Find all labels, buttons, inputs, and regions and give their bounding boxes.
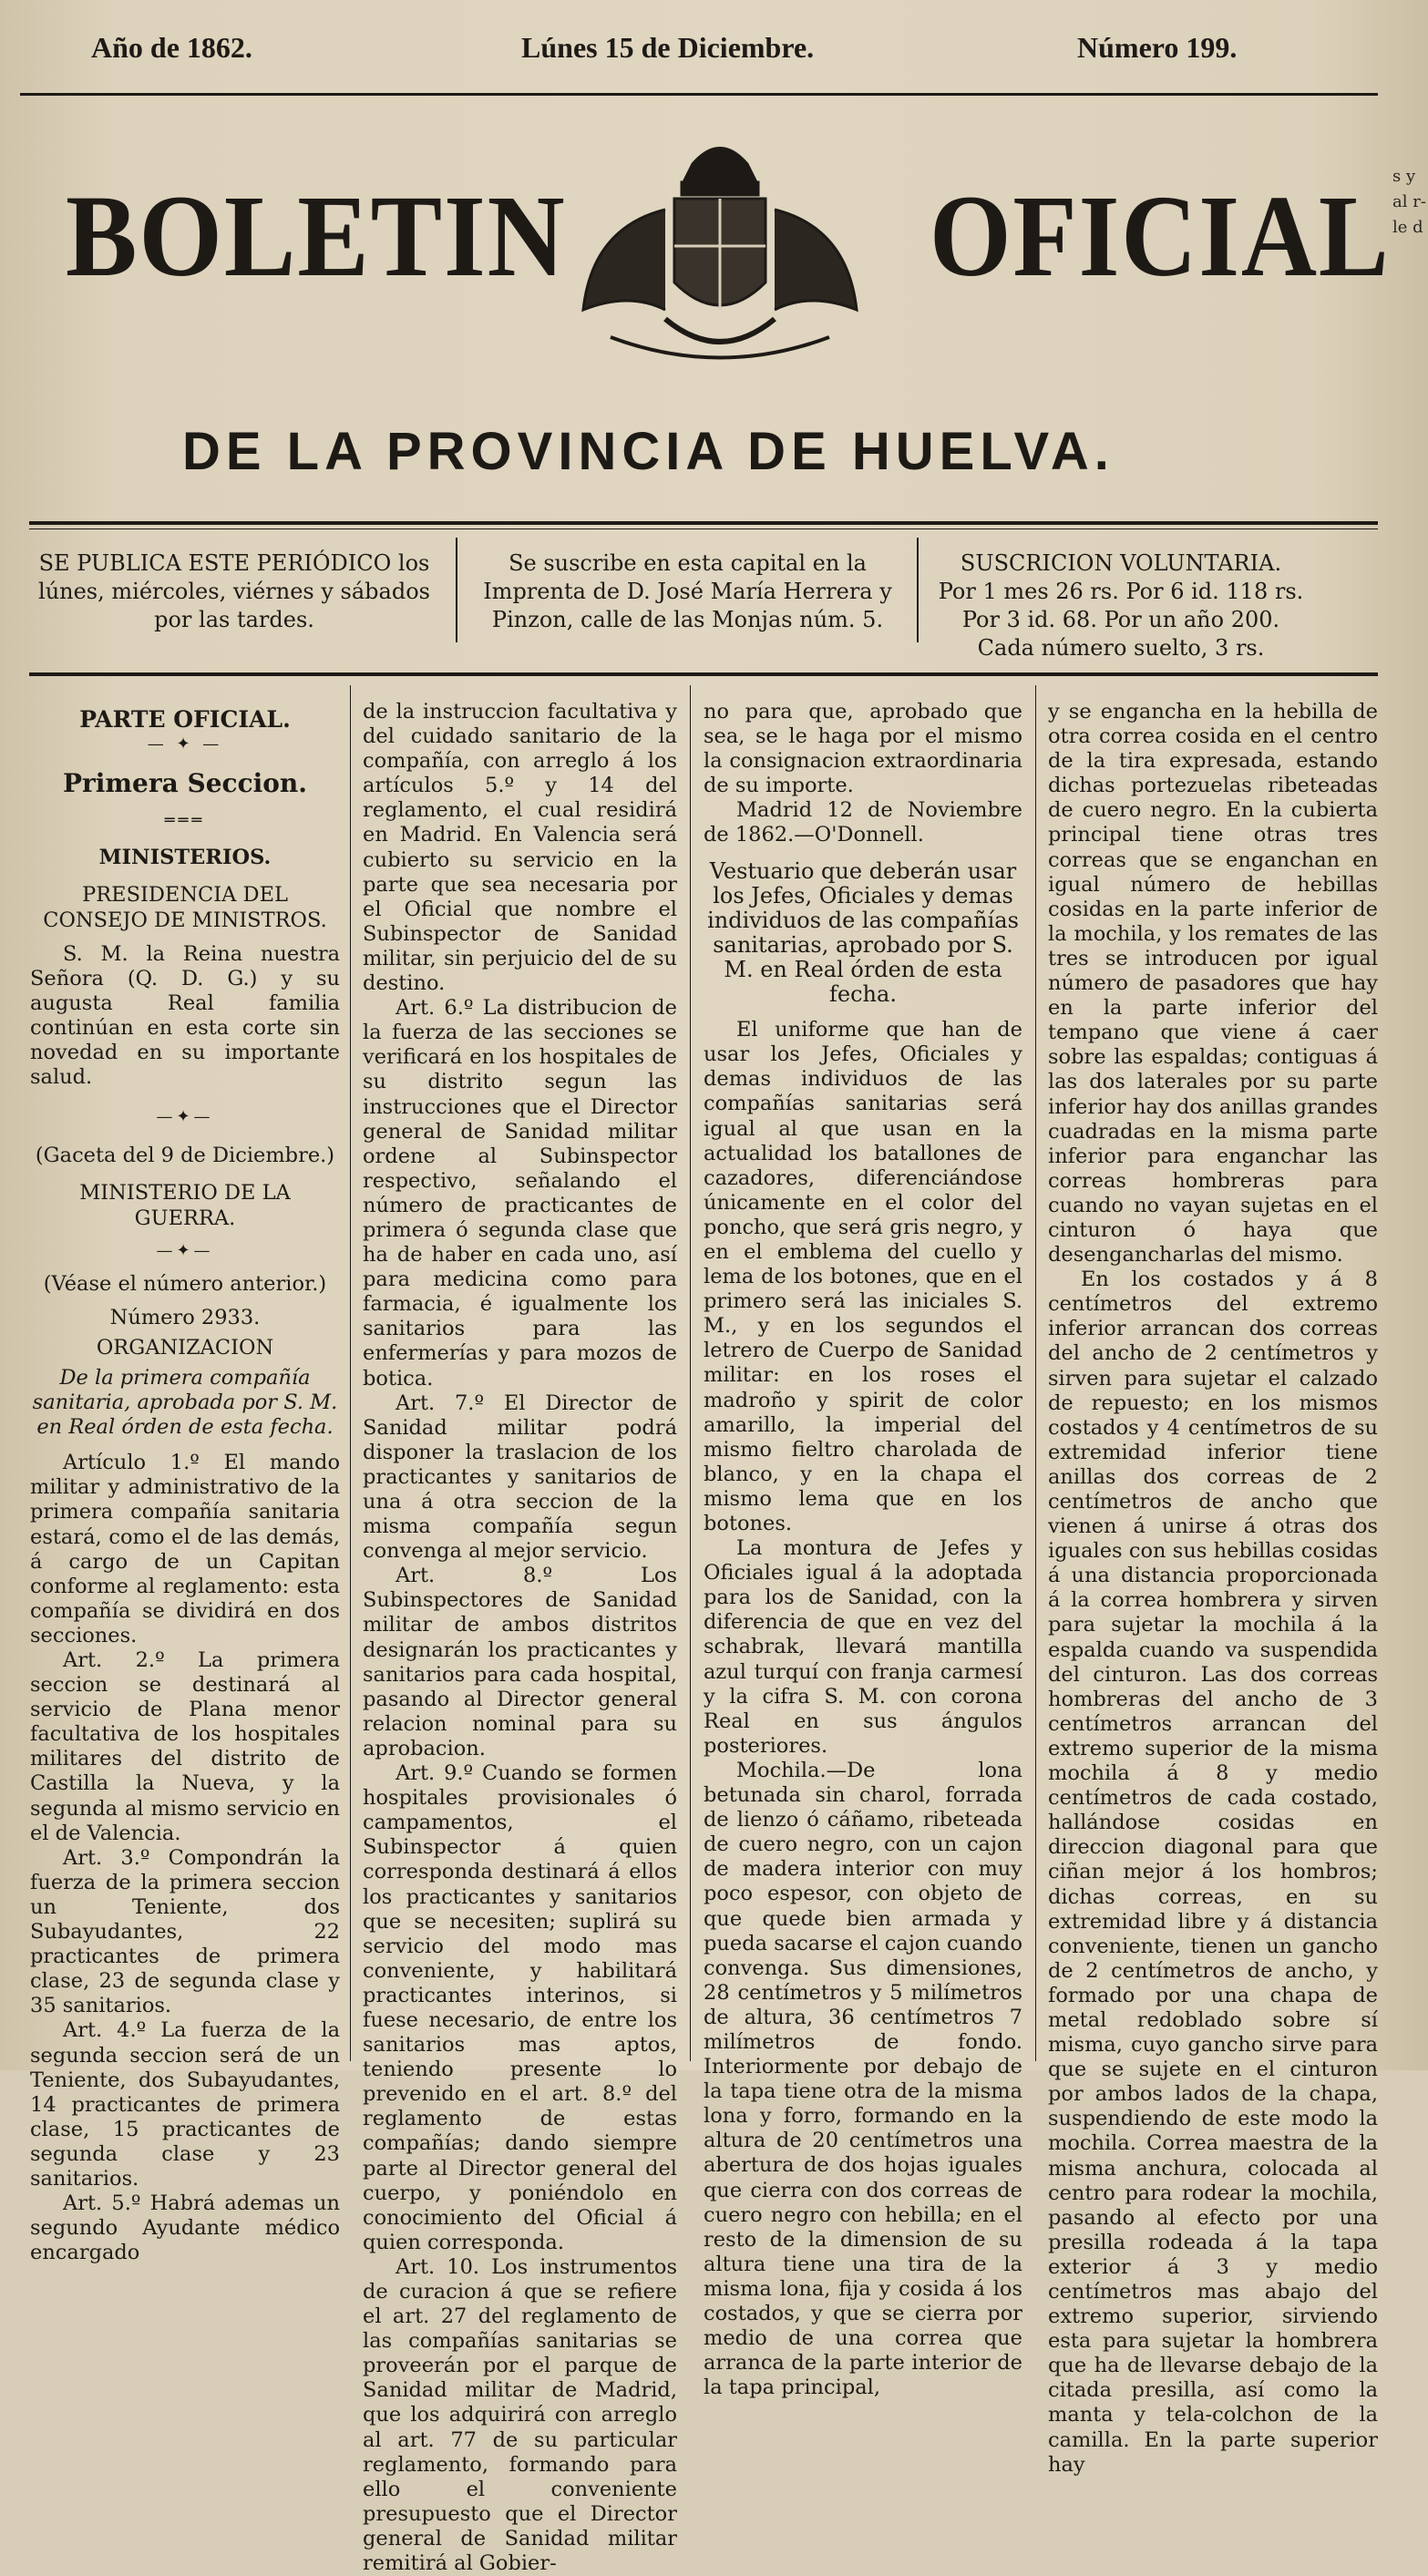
- article-9: Art. 9.º Cuando se formen hospitales provisionales ó campamentos, el Subinspector á quien corresponda destinará á ellos los practicantes y sanitarios que se necesiten; suplirá su servicio del modo mas conveniente, y habilitará practicantes interinos, si fuese necesario, de entre los sanitarios mas aptos, teniendo presente lo prevenido en el art. 8.º del reglamento de estas compañías; dando siempre parte al Director general del cuerpo, y poniéndolo en conocimiento del Oficial á quien corresponda.: [363, 1761, 677, 2254]
- ornament: —✦—: [156, 1107, 214, 1127]
- ministry-heading: MINISTERIO DE LA GUERRA.: [79, 1181, 291, 1230]
- rate-line-3: Cada número suelto, 3 rs.: [977, 635, 1265, 661]
- ornament: ═══: [164, 811, 206, 831]
- header-rule: [20, 93, 1378, 96]
- paragraph: Mochila.—De lona betunada sin charol, forrada de lienzo ó cáñamo, ribeteada de cuero negro, con un cajon de madera interior con muy poco espesor, con objeto de que quede bien armada y pueda sacarse el cajon cuando convenga. Sus dimensiones, 28 centímetros y 5 milímetros de altura, 36 centímetros 7 milímetros de fondo. Interiormente por debajo de la tapa tiene otra de la misma lona y forro, formando en la altura de 20 centímetros una abertura de dos hojas iguales que cierra con dos correas de cuero negro con hebilla; en el resto de la dimension de su altura tiene una tira de la misma lona, fija y cosida á los costados, y que se cierra por medio de una correa que arranca de la parte interior de la tapa principal,: [704, 1758, 1022, 2400]
- publication-schedule: SE PUBLICA ESTE PERIÓDICO los lúnes, miércoles, viérnes y sábados por las tardes.: [38, 550, 430, 632]
- rates-title: SUSCRICION VOLUNTARIA.: [960, 550, 1282, 576]
- article-1: Artículo 1.º El mando militar y administrativo de la primera compañía sanitaria estará, como el de las demás, á cargo de un Capitan conforme al reglamento: esta compañía se dividirá en dos secciones.: [30, 1451, 340, 1647]
- uniform-heading: Vestuario que deberán usar los Jefes, Oficiales y demas individuos de las compañías sanitarias, aprobado por S. M. en Real órden de esta fecha.: [707, 857, 1019, 1008]
- article-2: Art. 2.º La primera seccion se destinará al servicio de Plana menor facultativa de los hospitales militares del distrito de Castilla la Nueva, y la segunda al mismo servicio en el de Valencia.: [30, 1648, 340, 1845]
- signature-line: Madrid 12 de Noviembre de 1862.—O'Donnell.: [704, 798, 1022, 847]
- ministries-heading: MINISTERIOS.: [98, 846, 272, 870]
- column-divider: [350, 685, 351, 2061]
- issue-year: Año de 1862.: [91, 31, 252, 64]
- column-4: [1048, 700, 1378, 2478]
- masthead-title-left: BOLETIN: [66, 171, 567, 301]
- article-10: Art. 10. Los instrumentos de curacion á que se refiere el art. 27 del reglamento de las compañías sanitarias se proveerán por el parque de Sanidad militar de Madrid, que los adquirirá con arreglo al art. 77 de su particular reglamento, formando para ello el conveniente presupuesto que el Director general de Sanidad militar remitirá al Gobier-: [363, 2254, 677, 2576]
- section-heading: PARTE OFICIAL.: [79, 706, 291, 733]
- organization-subtitle: De la primera compañía sanitaria, aprobada por S. M. en Real órden de esta fecha.: [32, 1365, 338, 1440]
- column-divider: [690, 685, 691, 2061]
- issue-date: Lúnes 15 de Diciembre.: [521, 31, 815, 64]
- margin-note: s y al r- le d: [1392, 167, 1426, 237]
- paragraph: La montura de Jefes y Oficiales igual á la adoptada para los de Sanidad, con la diferencia de que en vez del schabrak, llevará mantilla azul turquí con franja carmesí y la cifra S. M. con corona Real en sus ángulos posteriores.: [704, 1536, 1022, 1758]
- info-divider-1: [456, 538, 457, 642]
- paragraph: El uniforme que han de usar los Jefes, Oficiales y demas individuos de las compañías sanitarias será igual al que usan en la actualidad los batallones de cazadores, diferenciándose únicamente en el color del poncho, que será gris negro, y en el emblema del cuello y lema de los botones, que en el primero será las iniciales S. M., y en los segundos el letrero de Cuerpo de Sanidad militar: en los roses el madroño y spirit de color amarillo, la imperial del mismo fieltro charolada de blanco, y en la chapa el mismo lema que en los botones.: [704, 1018, 1022, 1535]
- article-7: Art. 7.º El Director de Sanidad militar podrá disponer la traslacion de los practicantes y sanitarios de una á otra seccion de la misma compañía segun convenga al mejor servicio.: [363, 1391, 677, 1564]
- number-ref: Número 2933.: [109, 1305, 261, 1329]
- info-divider-2: [917, 538, 919, 642]
- issue-number: Número 199.: [1077, 31, 1238, 64]
- info-bottom-rule: [29, 672, 1378, 676]
- paragraph: no para que, aprobado que sea, se le haga por el mismo la consignacion extraordinaria de su importe.: [704, 700, 1022, 798]
- header-row: [91, 31, 1267, 71]
- rate-line-2: Por 3 id. 68. Por un año 200.: [961, 607, 1280, 632]
- article-4: Art. 4.º La fuerza de la segunda seccion será de un Teniente, dos Subayudantes, 14 practicantes de primera clase, 15 practicantes de segunda clase y 23 sanitarios.: [30, 2018, 340, 2191]
- subscription-rates: [925, 549, 1317, 662]
- article-8: Art. 8.º Los Subinspectores de Sanidad militar de ambos distritos designarán los practicantes y sanitarios para cada hospital, pasando al Director general relacion nominal para su aprobacion.: [363, 1564, 677, 1760]
- organization-heading: ORGANIZACION: [96, 1335, 274, 1360]
- column-divider: [1035, 685, 1036, 2061]
- subsection-heading: Primera Seccion.: [62, 768, 308, 799]
- rate-line-1: Por 1 mes 26 rs. Por 6 id. 118 rs.: [938, 579, 1304, 604]
- paragraph: de la instruccion facultativa y del cuidado sanitario de la compañía, con arreglo á los artículos 5.º y 14 del reglamento, el cual residirá en Madrid. En Valencia será cubierto su servicio en la parte que sea necesaria por el Oficial que nombre el Subinspector de Sanidad militar, sin perjuicio del de su destino.: [363, 700, 677, 996]
- paragraph: y se engancha en la hebilla de otra correa cosida en el centro de la tira expresada, estando dichas portezuelas ribeteadas de cuero negro. En la cubierta principal tiene otras tres correas que se enganchan en igual número de hebillas cosidas en la parte inferior de la mochila, y los remates de las tres se introducen por igual número de pasadores que hay en la parte inferior del tempano que viene á caer sobre las espaldas; contiguas á las dos laterales por su parte inferior hay dos anillas grandes cuadradas en la misma parte inferior para enganchar las correas hombreras para cuando no vayan sujetas en el cinturon ó haya que desengancharlas del mismo.: [1048, 700, 1378, 1267]
- subscription-place: Se suscribe en esta capital en la Imprenta de D. José María Herrera y Pinzon, calle de las Monjas núm. 5.: [483, 550, 892, 632]
- masthead-subtitle: DE LA PROVINCIA DE HUELVA.: [182, 422, 1115, 481]
- ornament: — ✦ —: [147, 734, 223, 754]
- masthead-title-right: OFICIAL: [930, 171, 1391, 301]
- article-3: Art. 3.º Compondrán la fuerza de la primera seccion un Teniente, dos Subayudantes, 22 practicantes de primera clase, 23 de segunda clase y 35 sanitarios.: [30, 1845, 340, 2018]
- presidency-heading: PRESIDENCIA DEL CONSEJO DE MINISTROS.: [43, 883, 327, 932]
- paragraph: S. M. la Reina nuestra Señora (Q. D. G.) y su augusta Real familia continúan en esta corte sin novedad en su importante salud.: [30, 941, 340, 1090]
- column-2: [363, 700, 677, 2576]
- see-previous: (Véase el número anterior.): [43, 1271, 327, 1296]
- article-5: Art. 5.º Habrá ademas un segundo Ayudante médico encargado: [30, 2191, 340, 2265]
- royal-crest-icon: [556, 128, 884, 378]
- gazette-ref: (Gaceta del 9 de Diciembre.): [35, 1144, 335, 1168]
- info-top-rule: [29, 521, 1378, 525]
- column-3: [704, 700, 1022, 2400]
- article-6: Art. 6.º La distribucion de la fuerza de las secciones se verificará en los hospitales de su distrito segun las instrucciones que el Director general de Sanidad militar ordene al Subinspector respectivo, señalando el número de practicantes de primera ó segunda clase que ha de haber en cada uno, así para medicina como para farmacia, é igualmente los sanitarios para las enfermerías y para mozos de botica.: [363, 996, 677, 1391]
- ornament: —✦—: [156, 1240, 214, 1260]
- paragraph: En los costados y á 8 centímetros del extremo inferior arrancan dos correas del ancho de 2 centímetros y sirven para sujetar el calzado de repuesto; en los mismos costados y 4 centímetros de su extremidad inferior tiene anillas dos correas de 2 centímetros de ancho que vienen á unirse á otras dos iguales con sus hebillas cosidas á una distancia proporcionada á la correa hombrera y sirven para sujetar la mochila á la espalda cuando va suspendida del cinturon. Las dos correas hombreras del ancho de 3 centímetros arrancan del extremo superior de la misma mochila á 8 y medio centímetros de cada costado, hallándose cosidas en direccion diagonal para que ciñan mejor á los hombros; dichas correas, en su extremidad libre y á distancia conveniente, tienen un gancho de 2 centímetros de ancho, y formado por una chapa de metal redoblado sobre sí misma, cuyo gancho sirve para que se sujete en el cinturon por ambos lados de la chapa, suspendiendo de este modo la mochila. Correa maestra de la misma anchura, colocada al centro para rodear la mochila, pasando al efecto por una presilla rodeada á la tapa exterior á 3 y medio centímetros mas abajo del extremo superior, sirviendo esta para sujetar la hombrera que ha de llevarse debajo de la citada presilla, así como la manta y tela-colchon de la camilla. En la parte superior hay: [1048, 1267, 1378, 2477]
- column-1: [30, 700, 340, 2265]
